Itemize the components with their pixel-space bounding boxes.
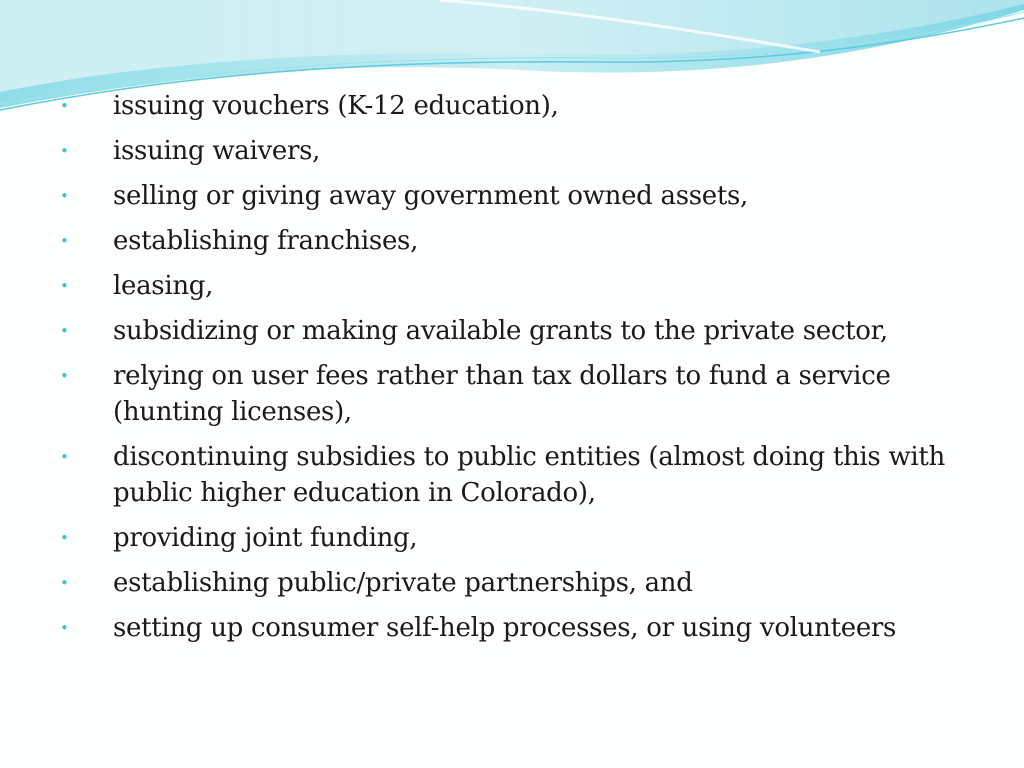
- bullet-icon: •: [60, 142, 69, 160]
- bullet-text: discontinuing subsidies to public entities (almost doing this with public higher education in Colorado),: [113, 442, 946, 508]
- list-item: [56, 88, 956, 124]
- bullet-icon: •: [60, 367, 69, 385]
- bullet-text: selling or giving away government owned assets,: [113, 181, 749, 211]
- bullet-text: issuing waivers,: [113, 136, 321, 166]
- bullet-icon: •: [60, 574, 69, 592]
- list-item: [56, 439, 956, 511]
- list-item: [56, 313, 956, 349]
- bullet-text: relying on user fees rather than tax dollars to fund a service (hunting licenses),: [113, 361, 891, 427]
- bullet-text: establishing franchises,: [113, 226, 419, 256]
- list-item: [56, 358, 956, 430]
- bullet-icon: •: [60, 529, 69, 547]
- bullet-text: issuing vouchers (K-12 education),: [113, 91, 559, 121]
- bullet-icon: •: [60, 277, 69, 295]
- bullet-icon: •: [60, 97, 69, 115]
- list-item: [56, 133, 956, 169]
- bullet-text: subsidizing or making available grants to the private sector,: [113, 316, 888, 346]
- bullet-icon: •: [60, 448, 69, 466]
- bullet-list: [56, 88, 956, 655]
- bullet-text: establishing public/private partnerships, and: [113, 568, 693, 598]
- bullet-icon: •: [60, 187, 69, 205]
- list-item: [56, 268, 956, 304]
- bullet-icon: •: [60, 232, 69, 250]
- bullet-text: providing joint funding,: [113, 523, 418, 553]
- list-item: [56, 178, 956, 214]
- bullet-icon: •: [60, 322, 69, 340]
- list-item: [56, 223, 956, 259]
- bullet-text: setting up consumer self-help processes, or using volunteers: [113, 613, 897, 643]
- list-item: [56, 520, 956, 556]
- bullet-icon: •: [60, 619, 69, 637]
- bullet-text: leasing,: [113, 271, 214, 301]
- list-item: [56, 610, 956, 646]
- list-item: [56, 565, 956, 601]
